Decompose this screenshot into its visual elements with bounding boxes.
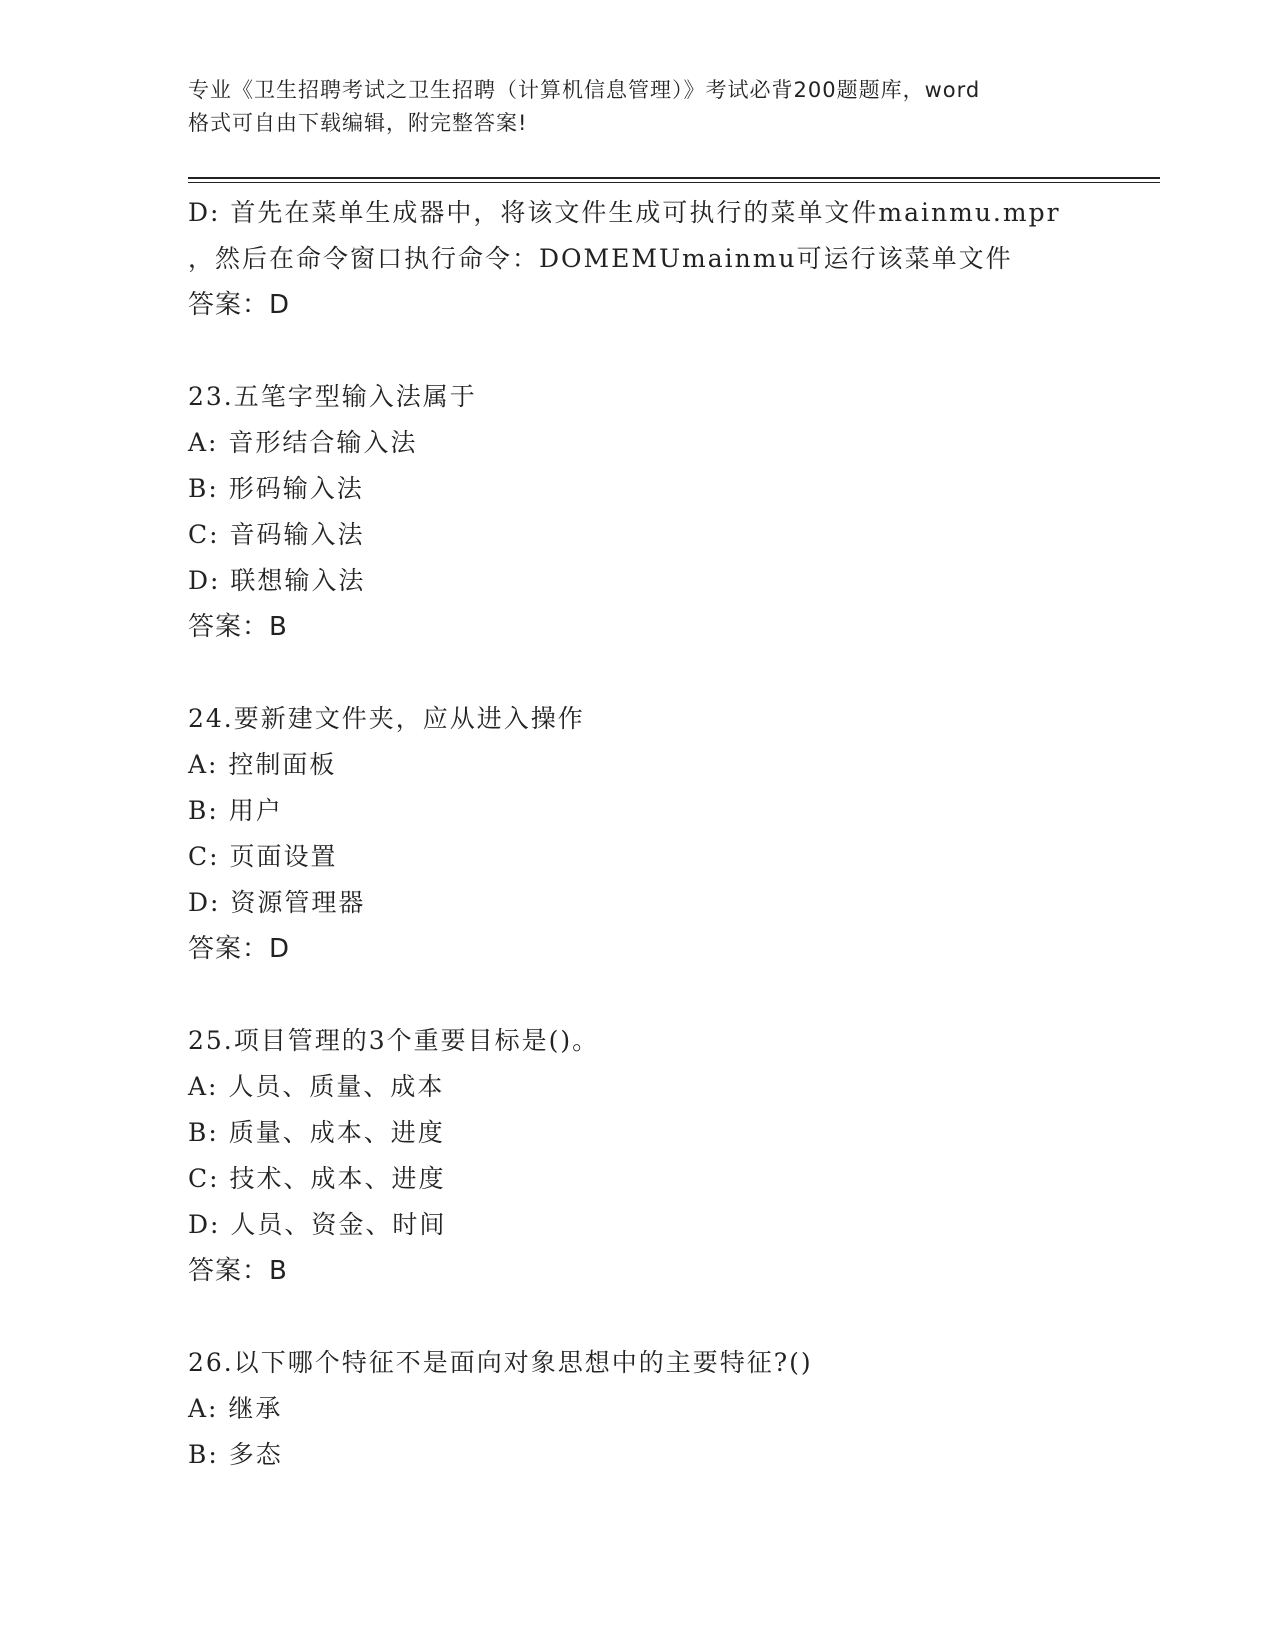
header-line-2: 格式可自由下载编辑，附完整答案! bbox=[188, 111, 528, 135]
option-d: D: 联想输入法 bbox=[188, 566, 366, 595]
question-stem: 25.项目管理的3个重要目标是()。 bbox=[188, 1026, 600, 1055]
option-b: B: 用户 bbox=[188, 796, 283, 825]
option-a: A: 控制面板 bbox=[188, 750, 337, 779]
header-divider-thin bbox=[188, 182, 1160, 183]
option-b: B: 质量、成本、进度 bbox=[188, 1118, 445, 1147]
document-header bbox=[188, 74, 1088, 140]
question-24 bbox=[188, 696, 1160, 972]
question-23 bbox=[188, 374, 1160, 650]
header-divider-thick bbox=[188, 177, 1160, 179]
option-c: C: 页面设置 bbox=[188, 842, 338, 871]
option-d-line-1: D: 首先在菜单生成器中，将该文件生成可执行的菜单文件mainmu.mpr bbox=[188, 198, 1061, 227]
question-26 bbox=[188, 1340, 1160, 1478]
question-stem: 26.以下哪个特征不是面向对象思想中的主要特征?() bbox=[188, 1348, 813, 1377]
question-stem: 23.五笔字型输入法属于 bbox=[188, 382, 477, 411]
question-fragment bbox=[188, 190, 1160, 328]
option-d-line-2: ，然后在命令窗口执行命令：DOMEMUmainmu可运行该菜单文件 bbox=[188, 244, 1013, 273]
option-a: A: 继承 bbox=[188, 1394, 283, 1423]
question-25 bbox=[188, 1018, 1160, 1294]
option-b: B: 形码输入法 bbox=[188, 474, 364, 503]
header-line-1: 专业《卫生招聘考试之卫生招聘（计算机信息管理）》考试必背200题题库，word bbox=[188, 78, 981, 102]
question-list bbox=[188, 190, 1160, 1478]
option-c: C: 技术、成本、进度 bbox=[188, 1164, 446, 1193]
option-a: A: 人员、质量、成本 bbox=[188, 1072, 445, 1101]
answer-line: 答案：B bbox=[188, 612, 288, 642]
question-stem: 24.要新建文件夹，应从进入操作 bbox=[188, 704, 585, 733]
option-d: D: 资源管理器 bbox=[188, 888, 366, 917]
option-b: B: 多态 bbox=[188, 1440, 283, 1469]
option-a: A: 音形结合输入法 bbox=[188, 428, 418, 457]
answer-line: 答案：B bbox=[188, 1256, 288, 1286]
option-d: D: 人员、资金、时间 bbox=[188, 1210, 447, 1239]
option-c: C: 音码输入法 bbox=[188, 520, 365, 549]
answer-line: 答案：D bbox=[188, 934, 291, 964]
answer-line: 答案：D bbox=[188, 290, 291, 320]
